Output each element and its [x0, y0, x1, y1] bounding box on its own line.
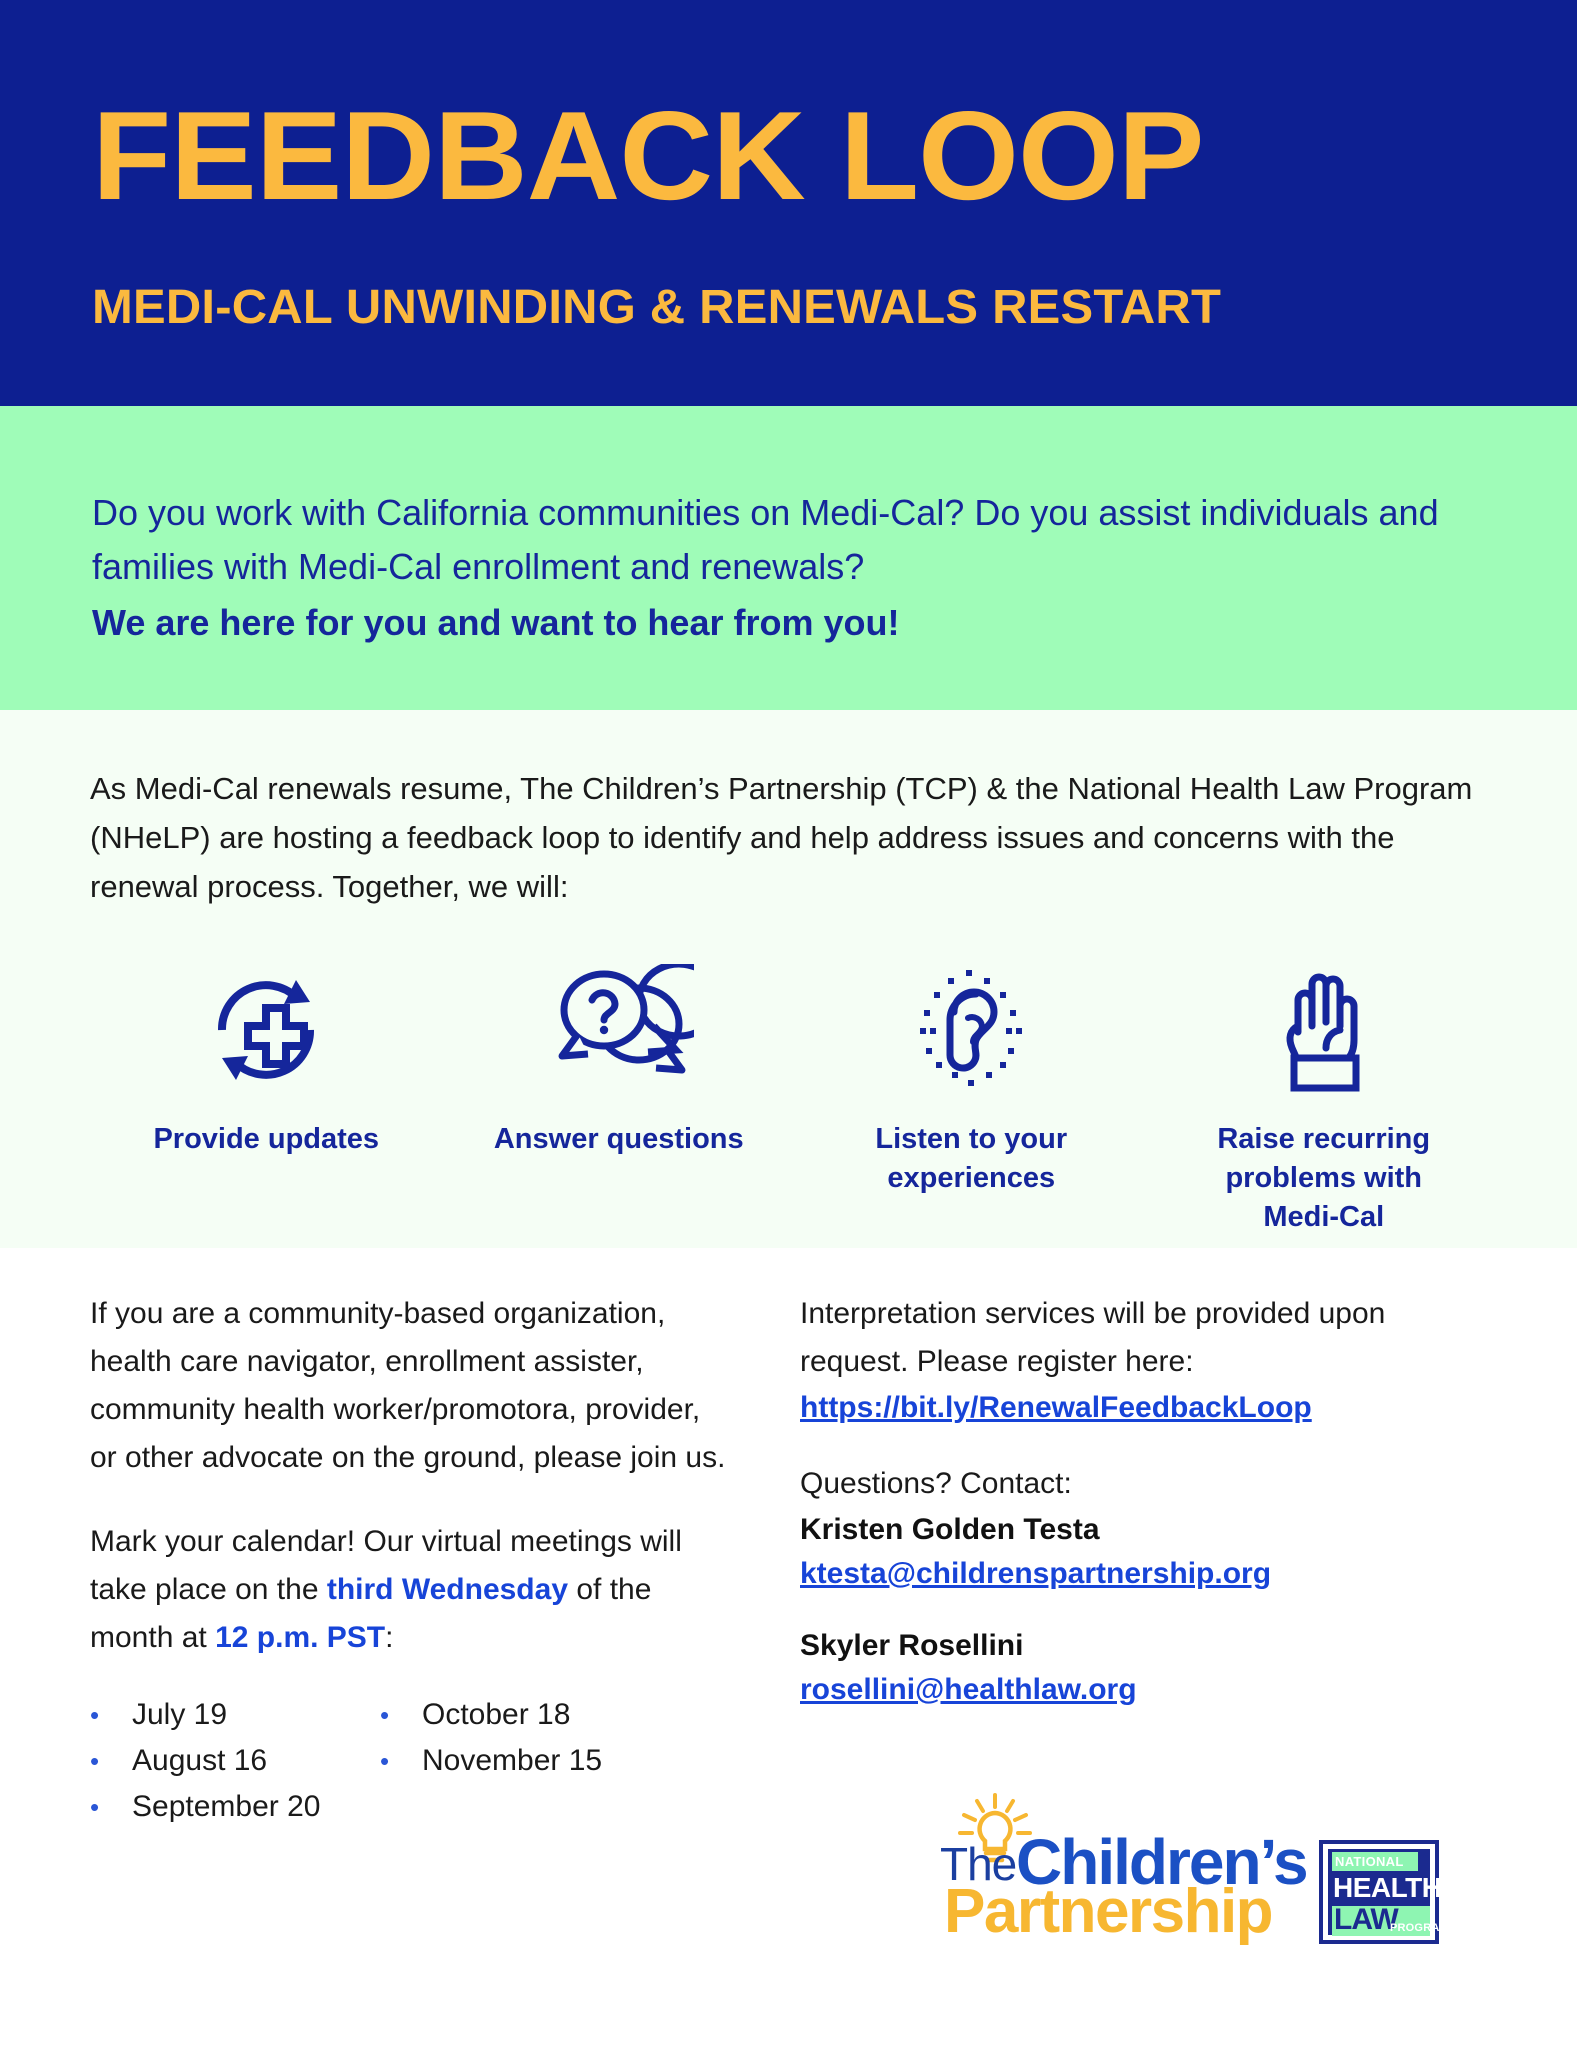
nhelp-logo-health: HEALTH — [1333, 1872, 1442, 1903]
list-item — [380, 1692, 670, 1738]
nhelp-logo-law: LAW — [1334, 1903, 1398, 1936]
date-label: August 16 — [132, 1744, 268, 1777]
questions-label: Questions? Contact: — [800, 1467, 1072, 1500]
raised-hand-icon — [1264, 960, 1384, 1100]
date-label: October 18 — [422, 1698, 571, 1731]
callout-text — [92, 486, 1492, 650]
refresh-medical-cross-icon — [200, 960, 332, 1100]
bullet-glyph: • — [380, 1746, 390, 1776]
intro-paragraph: As Medi-Cal renewals resume, The Children’s Partnership (TCP) & the National Health Law Program (NHeLP) are hosting a feedback loop to identify and help address issues and concerns with the renewal process. Together, we will: — [90, 771, 1473, 904]
schedule-text-part2: of the month at — [90, 1573, 652, 1654]
right-content-column — [800, 1290, 1460, 1712]
benefit-label: Provide updates — [153, 1123, 380, 1155]
contact-email-link[interactable]: ktesta@childrenspartnership.org — [800, 1557, 1272, 1590]
nhelp-logo-program: PROGRAM — [1390, 1922, 1449, 1934]
question-speech-bubbles-icon — [544, 960, 694, 1100]
benefit-label: Answer questions — [493, 1123, 744, 1155]
list-item — [380, 1738, 670, 1784]
nhelp-logo-inner — [1328, 1849, 1449, 1936]
left-content-column — [90, 1290, 730, 1830]
benefit-item-listen — [795, 960, 1148, 1198]
contact-name: Kristen Golden Testa — [800, 1513, 1100, 1546]
contact-name: Skyler Rosellini — [800, 1629, 1024, 1662]
nhelp-logo — [1319, 1840, 1449, 1944]
contact-entry-2 — [800, 1624, 1460, 1712]
bullet-glyph: • — [90, 1746, 100, 1776]
benefit-item-answer-questions — [443, 960, 796, 1159]
schedule-text-part3: : — [385, 1621, 394, 1654]
date-label: November 15 — [422, 1744, 603, 1777]
listening-ear-icon — [896, 960, 1046, 1100]
tcp-logo — [940, 1795, 1307, 1946]
contact-entry-1 — [800, 1508, 1460, 1596]
benefit-item-provide-updates — [90, 960, 443, 1159]
benefit-label: Listen to your experiences — [875, 1123, 1068, 1194]
interpretation-paragraph — [800, 1290, 1460, 1430]
callout-emphasis: We are here for you and want to hear from you! — [92, 602, 900, 643]
list-item — [90, 1784, 380, 1830]
interpretation-text: Interpretation services will be provided upon request. Please register here: — [800, 1297, 1386, 1378]
schedule-emphasis-day: third Wednesday — [326, 1573, 569, 1606]
dates-column-1 — [90, 1692, 380, 1830]
page-title: FEEDBACK LOOP — [92, 85, 1204, 226]
page-subtitle: MEDI-CAL UNWINDING & RENEWALS RESTART — [92, 281, 1222, 334]
benefits-icon-row — [90, 960, 1500, 1237]
tcp-logo-partnership: Partnership — [944, 1877, 1273, 1946]
meeting-dates — [90, 1692, 730, 1830]
schedule-emphasis-time: 12 p.m. PST — [215, 1621, 386, 1654]
schedule-paragraph — [90, 1518, 730, 1662]
registration-link[interactable]: https://bit.ly/RenewalFeedbackLoop — [800, 1391, 1312, 1424]
date-label: September 20 — [132, 1790, 321, 1823]
tcp-logo-the: The — [940, 1838, 1017, 1890]
callout-question: Do you work with California communities on Medi-Cal? Do you assist individuals and families with Medi-Cal enrollment and renewals? — [92, 492, 1439, 587]
list-item — [90, 1692, 380, 1738]
list-item — [90, 1738, 380, 1784]
nhelp-logo-national: NATIONAL — [1335, 1854, 1404, 1869]
intro-and-icons-section — [0, 710, 1577, 1248]
green-callout-banner — [0, 406, 1577, 710]
audience-paragraph: If you are a community-based organization, health care navigator, enrollment assister, community health worker/promotora, provider, or other advocate on the ground, please join us. — [90, 1297, 726, 1474]
dates-column-2 — [380, 1692, 670, 1830]
benefit-item-raise-problems — [1148, 960, 1501, 1237]
schedule-text-part1: Mark your calendar! Our virtual meetings will take place on the — [90, 1525, 682, 1606]
tcp-logo-childrens: Children’s — [1016, 1826, 1307, 1898]
bullet-glyph: • — [90, 1792, 100, 1822]
date-label: July 19 — [132, 1698, 228, 1731]
bullet-glyph: • — [380, 1700, 390, 1730]
bullet-glyph: • — [90, 1700, 100, 1730]
contact-email-link[interactable]: rosellini@healthlaw.org — [800, 1673, 1137, 1706]
nhelp-national-bar — [1332, 1852, 1418, 1871]
header-banner — [0, 0, 1577, 406]
benefit-label: Raise recurring problems with Medi-Cal — [1217, 1123, 1431, 1233]
